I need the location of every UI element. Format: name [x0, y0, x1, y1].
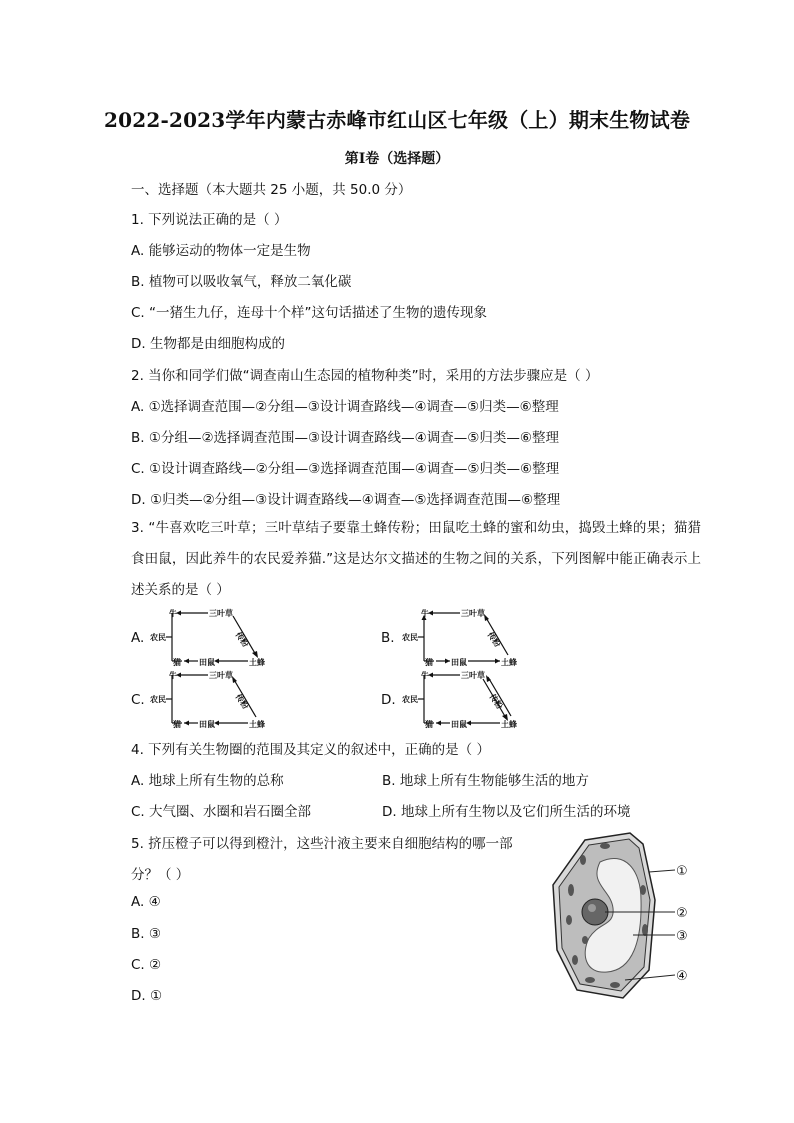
node-mouse: 田鼠	[199, 720, 215, 729]
q5-option-a: A. ④	[131, 894, 161, 910]
node-pollinate: 传粉	[487, 692, 505, 711]
q1-stem: 1. 下列说法正确的是（ ）	[131, 212, 288, 228]
cell-label-4: ④	[676, 969, 688, 984]
node-farmer: 农民	[150, 695, 166, 704]
node-clover: 三叶草	[209, 671, 233, 680]
food-web-diagram-c	[148, 668, 273, 730]
node-clover: 三叶草	[461, 609, 485, 618]
q1-option-d: D. 生物都是由细胞构成的	[131, 336, 285, 352]
q5-option-d: D. ①	[131, 988, 163, 1004]
node-clover: 三叶草	[209, 609, 233, 618]
q4-option-b: B. 地球上所有生物能够生活的地方	[382, 773, 589, 789]
node-cat: 猫	[173, 720, 181, 729]
food-web-diagram-a	[148, 606, 273, 668]
plant-cell-diagram	[545, 830, 705, 1002]
q1-option-b: B. 植物可以吸收氧气，释放二氧化碳	[131, 274, 352, 290]
node-cow: 牛	[169, 671, 177, 680]
node-farmer: 农民	[150, 633, 166, 642]
node-bee: 土蜂	[249, 720, 265, 729]
exam-title: 2022-2023学年内蒙古赤峰市红山区七年级（上）期末生物试卷	[103, 108, 691, 132]
q2-option-d: D. ①归类—②分组—③设计调查路线—④调查—⑤选择调查范围—⑥整理	[131, 492, 561, 508]
q3-label-b: B.	[381, 630, 395, 646]
node-farmer: 农民	[402, 633, 418, 642]
node-bee: 土蜂	[249, 658, 265, 667]
q3-label-a: A.	[131, 630, 145, 646]
q5-option-c: C. ②	[131, 957, 162, 973]
node-mouse: 田鼠	[451, 720, 467, 729]
q4-stem: 4. 下列有关生物圈的范围及其定义的叙述中，正确的是（ ）	[131, 742, 490, 758]
q1-option-a: A. 能够运动的物体一定是生物	[131, 243, 311, 259]
node-pollinate: 传粉	[485, 630, 503, 649]
q3-label-d: D.	[381, 692, 396, 708]
cell-label-1: ①	[676, 864, 688, 879]
q1-option-c: C. “一猪生九仔，连母十个样”这句话描述了生物的遗传现象	[131, 305, 487, 321]
node-cow: 牛	[421, 609, 429, 618]
node-cat: 猫	[173, 658, 181, 667]
q3-label-c: C.	[131, 692, 145, 708]
node-cat: 猫	[425, 658, 433, 667]
part-heading: 一、选择题（本大题共 25 小题，共 50.0 分）	[131, 182, 412, 198]
node-cow: 牛	[169, 609, 177, 618]
node-pollinate: 传粉	[233, 692, 251, 711]
q5-option-b: B. ③	[131, 926, 161, 942]
node-clover: 三叶草	[461, 671, 485, 680]
q4-option-c: C. 大气圈、水圈和岩石圈全部	[131, 804, 312, 820]
node-bee: 土蜂	[501, 658, 517, 667]
q5-stem-line1: 5. 挤压橙子可以得到橙汁，这些汁液主要来自细胞结构的哪一部	[131, 836, 513, 852]
food-web-diagram-d	[400, 668, 525, 730]
node-mouse: 田鼠	[451, 658, 467, 667]
node-mouse: 田鼠	[199, 658, 215, 667]
q2-stem: 2. 当你和同学们做“调查南山生态园的植物种类”时，采用的方法步骤应是（ ）	[131, 368, 599, 384]
q2-option-a: A. ①选择调查范围—②分组—③设计调查路线—④调查—⑤归类—⑥整理	[131, 399, 559, 415]
q4-option-d: D. 地球上所有生物以及它们所生活的环境	[382, 804, 631, 820]
node-farmer: 农民	[402, 695, 418, 704]
node-cat: 猫	[425, 720, 433, 729]
q2-option-c: C. ①设计调查路线—②分组—③选择调查范围—④调查—⑤归类—⑥整理	[131, 461, 560, 477]
food-web-diagram-b	[400, 606, 525, 668]
q5-stem-line2: 分？（ ）	[131, 867, 190, 883]
node-bee: 土蜂	[501, 720, 517, 729]
cell-label-2: ②	[676, 906, 688, 921]
cell-label-3: ③	[676, 929, 688, 944]
q3-stem: 3. “牛喜欢吃三叶草；三叶草结子要靠土蜂传粉；田鼠吃土蜂的蜜和幼虫，捣毁土蜂的果；猫猎食田鼠，因此养牛的农民爱养猫.”这是达尔文描述的生物之间的关系，下列图解中能正确表示上述关系的是（ ）	[131, 520, 701, 598]
node-cow: 牛	[421, 671, 429, 680]
section-heading: 第Ⅰ卷（选择题）	[344, 151, 450, 167]
q4-option-a: A. 地球上所有生物的总称	[131, 773, 284, 789]
node-pollinate: 传粉	[233, 630, 251, 649]
q2-option-b: B. ①分组—②选择调查范围—③设计调查路线—④调查—⑤归类—⑥整理	[131, 430, 559, 446]
